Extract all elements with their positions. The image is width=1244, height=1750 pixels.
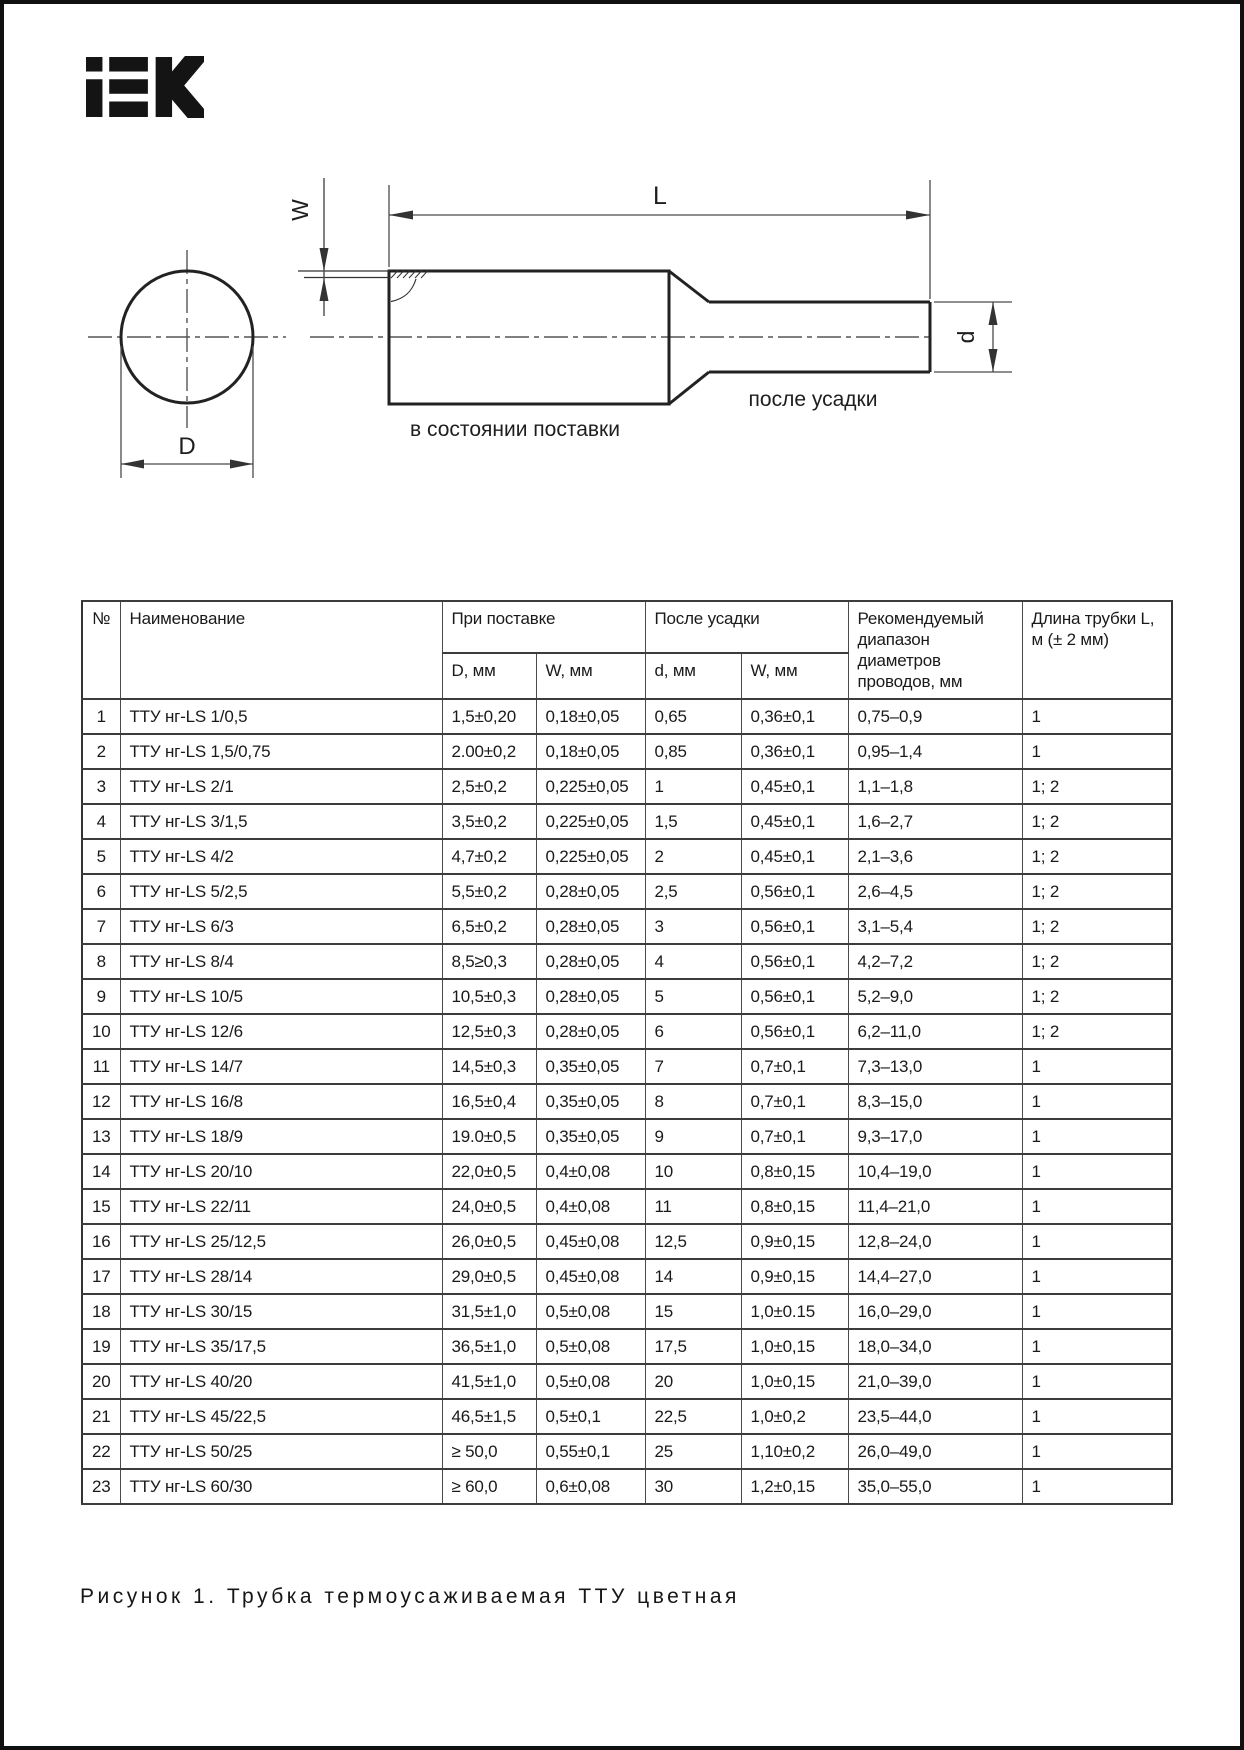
arrowhead [320, 248, 329, 271]
table-cell: 1 [82, 699, 120, 734]
table-cell: 8,3–15,0 [848, 1084, 1022, 1119]
table-cell: 1 [1022, 734, 1172, 769]
table-cell: 1; 2 [1022, 874, 1172, 909]
table-cell: 11 [645, 1189, 741, 1224]
table-cell: ТТУ нг-LS 35/17,5 [120, 1329, 442, 1364]
table-cell: 0,45±0,1 [741, 804, 848, 839]
table-row [82, 839, 1172, 874]
arrowhead [989, 302, 998, 325]
table-cell: 4,2–7,2 [848, 944, 1022, 979]
table-cell: 1,5±0,20 [442, 699, 536, 734]
table-cell: 36,5±1,0 [442, 1329, 536, 1364]
table-cell: 4,7±0,2 [442, 839, 536, 874]
table-cell: 4 [82, 804, 120, 839]
table-cell: ТТУ нг-LS 40/20 [120, 1364, 442, 1399]
table-cell: 0,5±0,08 [536, 1329, 645, 1364]
arrowhead [389, 211, 413, 220]
table-cell: 5,5±0,2 [442, 874, 536, 909]
table-row [82, 1294, 1172, 1329]
table-cell: 14,4–27,0 [848, 1259, 1022, 1294]
dim-label-W: W [287, 199, 313, 221]
table-cell: 5 [82, 839, 120, 874]
table-cell: 7,3–13,0 [848, 1049, 1022, 1084]
table-cell: 14,5±0,3 [442, 1049, 536, 1084]
table-cell: ТТУ нг-LS 50/25 [120, 1434, 442, 1469]
table-cell: 22,0±0,5 [442, 1154, 536, 1189]
table-row [82, 1154, 1172, 1189]
table-cell: ТТУ нг-LS 18/9 [120, 1119, 442, 1154]
table-cell: ТТУ нг-LS 14/7 [120, 1049, 442, 1084]
col-header-after-d: d, мм [645, 653, 741, 699]
table-cell: 0,45±0,1 [741, 839, 848, 874]
table-cell: 1,1–1,8 [848, 769, 1022, 804]
table-cell: ТТУ нг-LS 8/4 [120, 944, 442, 979]
table-cell: 14 [82, 1154, 120, 1189]
table-cell: 22,5 [645, 1399, 741, 1434]
table-cell: 5 [645, 979, 741, 1014]
table-cell: 18,0–34,0 [848, 1329, 1022, 1364]
table-cell: 0,6±0,08 [536, 1469, 645, 1504]
spec-table [81, 600, 1173, 1505]
table-cell: 1 [1022, 1329, 1172, 1364]
arrowhead [230, 460, 253, 469]
table-cell: 21,0–39,0 [848, 1364, 1022, 1399]
table-cell: 1; 2 [1022, 839, 1172, 874]
col-header-supply-d: D, мм [442, 653, 536, 699]
table-row [82, 1224, 1172, 1259]
table-cell: 11 [82, 1049, 120, 1084]
col-header-after: После усадки [645, 601, 848, 653]
table-cell: 1 [1022, 1259, 1172, 1294]
table-cell: 12,8–24,0 [848, 1224, 1022, 1259]
table-cell: 1,0±0,2 [741, 1399, 848, 1434]
table-cell: 2 [645, 839, 741, 874]
table-cell: 16,5±0,4 [442, 1084, 536, 1119]
table-cell: 7 [645, 1049, 741, 1084]
table-cell: 0,36±0,1 [741, 734, 848, 769]
arrowhead [906, 211, 930, 220]
table-cell: 1,10±0,2 [741, 1434, 848, 1469]
table-row [82, 1469, 1172, 1504]
table-cell: 0,45±0,08 [536, 1224, 645, 1259]
dim-label-L: L [653, 182, 667, 210]
table-cell: 0,45±0,08 [536, 1259, 645, 1294]
table-cell: 1; 2 [1022, 804, 1172, 839]
table-row [82, 909, 1172, 944]
table-row [82, 1049, 1172, 1084]
table-cell: 1 [1022, 1434, 1172, 1469]
table-cell: 3,1–5,4 [848, 909, 1022, 944]
table-cell: 16 [82, 1224, 120, 1259]
table-cell: 20 [645, 1364, 741, 1399]
table-cell: 0,5±0,1 [536, 1399, 645, 1434]
table-row [82, 699, 1172, 734]
table-cell: 8 [645, 1084, 741, 1119]
table-cell: 1; 2 [1022, 944, 1172, 979]
table-cell: 0,9±0,15 [741, 1259, 848, 1294]
table-cell: 1,0±0.15 [741, 1294, 848, 1329]
table-cell: 1 [1022, 1189, 1172, 1224]
table-cell: 46,5±1,5 [442, 1399, 536, 1434]
table-cell: 17 [82, 1259, 120, 1294]
table-cell: 23,5–44,0 [848, 1399, 1022, 1434]
table-cell: 14 [645, 1259, 741, 1294]
table-cell: 25 [645, 1434, 741, 1469]
table-row [82, 1329, 1172, 1364]
table-cell: 0,225±0,05 [536, 769, 645, 804]
table-cell: 6 [645, 1014, 741, 1049]
table-cell: 26,0–49,0 [848, 1434, 1022, 1469]
table-cell: 0,18±0,05 [536, 734, 645, 769]
table-cell: 1,0±0,15 [741, 1329, 848, 1364]
table-cell: 4 [645, 944, 741, 979]
arrowhead [121, 460, 144, 469]
table-cell: 1 [1022, 1084, 1172, 1119]
table-cell: 1,5 [645, 804, 741, 839]
table-cell: 1 [1022, 1119, 1172, 1154]
table-cell: 0,7±0,1 [741, 1049, 848, 1084]
table-cell: 12,5±0,3 [442, 1014, 536, 1049]
table-cell: 0,55±0,1 [536, 1434, 645, 1469]
table-row [82, 1434, 1172, 1469]
table-cell: 8 [82, 944, 120, 979]
table-cell: 26,0±0,5 [442, 1224, 536, 1259]
wall-detail [298, 271, 416, 302]
table-cell: 1 [1022, 1049, 1172, 1084]
table-cell: 0,4±0,08 [536, 1154, 645, 1189]
table-cell: ТТУ нг-LS 3/1,5 [120, 804, 442, 839]
table-cell: 10,5±0,3 [442, 979, 536, 1014]
table-cell: 15 [645, 1294, 741, 1329]
table-cell: 1,2±0,15 [741, 1469, 848, 1504]
col-header-range: Рекомендуемый диапазон диаметров проводов, мм [848, 601, 1022, 699]
table-cell: 1; 2 [1022, 979, 1172, 1014]
table-cell: 0,35±0,05 [536, 1084, 645, 1119]
iek-logo-icon [86, 56, 204, 118]
table-cell: 20 [82, 1364, 120, 1399]
table-cell: ≥ 50,0 [442, 1434, 536, 1469]
table-cell: 30 [645, 1469, 741, 1504]
table-cell: 18 [82, 1294, 120, 1329]
label-after-shrink: после усадки [748, 388, 878, 411]
table-cell: 1 [1022, 1399, 1172, 1434]
table-cell: ТТУ нг-LS 12/6 [120, 1014, 442, 1049]
table-row [82, 1259, 1172, 1294]
table-row [82, 734, 1172, 769]
table-cell: 3 [645, 909, 741, 944]
table-cell: 3 [82, 769, 120, 804]
table-cell: ТТУ нг-LS 30/15 [120, 1294, 442, 1329]
table-cell: 0,35±0,05 [536, 1049, 645, 1084]
table-cell: 2,5±0,2 [442, 769, 536, 804]
col-header-name: Наименование [120, 601, 442, 699]
arrowhead [989, 349, 998, 372]
table-body [82, 699, 1172, 1504]
table-cell: 0,95–1,4 [848, 734, 1022, 769]
table-cell: 0,7±0,1 [741, 1084, 848, 1119]
table-cell: 0,225±0,05 [536, 839, 645, 874]
table-cell: 12,5 [645, 1224, 741, 1259]
col-header-after-w: W, мм [741, 653, 848, 699]
table-cell: 1 [1022, 1364, 1172, 1399]
table-cell: 0,28±0,05 [536, 979, 645, 1014]
table-cell: 7 [82, 909, 120, 944]
table-cell: 0,45±0,1 [741, 769, 848, 804]
table-row [82, 1364, 1172, 1399]
table-cell: 0,4±0,08 [536, 1189, 645, 1224]
figure-caption: Рисунок 1. Трубка термоусаживаемая ТТУ цветная [80, 1585, 740, 1608]
table-cell: 12 [82, 1084, 120, 1119]
table-cell: ТТУ нг-LS 28/14 [120, 1259, 442, 1294]
table-cell: ТТУ нг-LS 25/12,5 [120, 1224, 442, 1259]
table-header [82, 601, 1172, 699]
table-cell: 2,6–4,5 [848, 874, 1022, 909]
table-cell: 1 [1022, 699, 1172, 734]
table-cell: 0,7±0,1 [741, 1119, 848, 1154]
table-cell: 6,2–11,0 [848, 1014, 1022, 1049]
col-header-length: Длина трубки L, м (± 2 мм) [1022, 601, 1172, 699]
table-cell: 1 [645, 769, 741, 804]
table-cell: 0,35±0,05 [536, 1119, 645, 1154]
table-cell: 0,28±0,05 [536, 1014, 645, 1049]
table-cell: 0,28±0,05 [536, 909, 645, 944]
table-cell: ТТУ нг-LS 16/8 [120, 1084, 442, 1119]
table-cell: 10 [645, 1154, 741, 1189]
table-cell: 1; 2 [1022, 909, 1172, 944]
table-cell: 0,65 [645, 699, 741, 734]
table-cell: 1 [1022, 1224, 1172, 1259]
table-cell: 0,18±0,05 [536, 699, 645, 734]
table-cell: 5,2–9,0 [848, 979, 1022, 1014]
arrowhead [320, 278, 329, 301]
table-cell: 0,8±0,15 [741, 1189, 848, 1224]
table-cell: 19.0±0,5 [442, 1119, 536, 1154]
table-cell: 17,5 [645, 1329, 741, 1364]
table-cell: 8,5≥0,3 [442, 944, 536, 979]
dim-label-D: D [178, 433, 196, 460]
iek-logo [86, 56, 204, 118]
dim-label-d: d [953, 330, 979, 344]
table-cell: 10,4–19,0 [848, 1154, 1022, 1189]
table-row [82, 979, 1172, 1014]
table-cell: ТТУ нг-LS 2/1 [120, 769, 442, 804]
table-cell: 1 [1022, 1154, 1172, 1189]
table-cell: 0,36±0,1 [741, 699, 848, 734]
table-cell: 35,0–55,0 [848, 1469, 1022, 1504]
table-cell: 9,3–17,0 [848, 1119, 1022, 1154]
table-cell: 0,28±0,05 [536, 874, 645, 909]
table-cell: 41,5±1,0 [442, 1364, 536, 1399]
table-cell: 19 [82, 1329, 120, 1364]
table-cell: 0,56±0,1 [741, 874, 848, 909]
label-supply-state: в состоянии поставки [410, 418, 620, 441]
table-cell: 2.00±0,2 [442, 734, 536, 769]
table-cell: 24,0±0,5 [442, 1189, 536, 1224]
table-cell: ТТУ нг-LS 60/30 [120, 1469, 442, 1504]
table-cell: 0,56±0,1 [741, 979, 848, 1014]
table-row [82, 804, 1172, 839]
table-row [82, 874, 1172, 909]
table-cell: 0,56±0,1 [741, 944, 848, 979]
table-cell: 0,5±0,08 [536, 1364, 645, 1399]
table-cell: ТТУ нг-LS 4/2 [120, 839, 442, 874]
technical-diagram [60, 140, 1040, 485]
table-cell: ТТУ нг-LS 45/22,5 [120, 1399, 442, 1434]
table-cell: 3,5±0,2 [442, 804, 536, 839]
table-cell: 0,85 [645, 734, 741, 769]
table-row [82, 769, 1172, 804]
table-cell: 1 [1022, 1294, 1172, 1329]
table-cell: 6 [82, 874, 120, 909]
table-row [82, 1399, 1172, 1434]
table-cell: 1; 2 [1022, 769, 1172, 804]
table-cell: 0,75–0,9 [848, 699, 1022, 734]
table-cell: 2 [82, 734, 120, 769]
table-cell: 2,5 [645, 874, 741, 909]
table-cell: 1,6–2,7 [848, 804, 1022, 839]
table-cell: ТТУ нг-LS 1,5/0,75 [120, 734, 442, 769]
table-cell: 16,0–29,0 [848, 1294, 1022, 1329]
table-cell: 31,5±1,0 [442, 1294, 536, 1329]
table-cell: ТТУ нг-LS 22/11 [120, 1189, 442, 1224]
table-cell: ≥ 60,0 [442, 1469, 536, 1504]
table-row [82, 1189, 1172, 1224]
table-cell: 23 [82, 1469, 120, 1504]
table-row [82, 944, 1172, 979]
table-cell: 1 [1022, 1469, 1172, 1504]
table-cell: ТТУ нг-LS 1/0,5 [120, 699, 442, 734]
table-cell: 0,56±0,1 [741, 1014, 848, 1049]
table-cell: ТТУ нг-LS 20/10 [120, 1154, 442, 1189]
table-cell: 6,5±0,2 [442, 909, 536, 944]
table-cell: 0,225±0,05 [536, 804, 645, 839]
table-cell: 15 [82, 1189, 120, 1224]
col-header-num: № [82, 601, 120, 699]
table-cell: 0,5±0,08 [536, 1294, 645, 1329]
table-cell: 0,9±0,15 [741, 1224, 848, 1259]
table-row [82, 1084, 1172, 1119]
col-header-supply: При поставке [442, 601, 645, 653]
col-header-supply-w: W, мм [536, 653, 645, 699]
table-cell: 11,4–21,0 [848, 1189, 1022, 1224]
table-cell: ТТУ нг-LS 10/5 [120, 979, 442, 1014]
table-row [82, 1119, 1172, 1154]
table-cell: 9 [645, 1119, 741, 1154]
table-cell: ТТУ нг-LS 5/2,5 [120, 874, 442, 909]
table-cell: 0,8±0,15 [741, 1154, 848, 1189]
table-cell: ТТУ нг-LS 6/3 [120, 909, 442, 944]
table-cell: 0,56±0,1 [741, 909, 848, 944]
table-cell: 21 [82, 1399, 120, 1434]
table-cell: 13 [82, 1119, 120, 1154]
table-cell: 1,0±0,15 [741, 1364, 848, 1399]
table-row [82, 1014, 1172, 1049]
table-cell: 2,1–3,6 [848, 839, 1022, 874]
table-cell: 0,28±0,05 [536, 944, 645, 979]
table-cell: 22 [82, 1434, 120, 1469]
table-cell: 29,0±0,5 [442, 1259, 536, 1294]
table-cell: 10 [82, 1014, 120, 1049]
table-cell: 9 [82, 979, 120, 1014]
table-cell: 1; 2 [1022, 1014, 1172, 1049]
